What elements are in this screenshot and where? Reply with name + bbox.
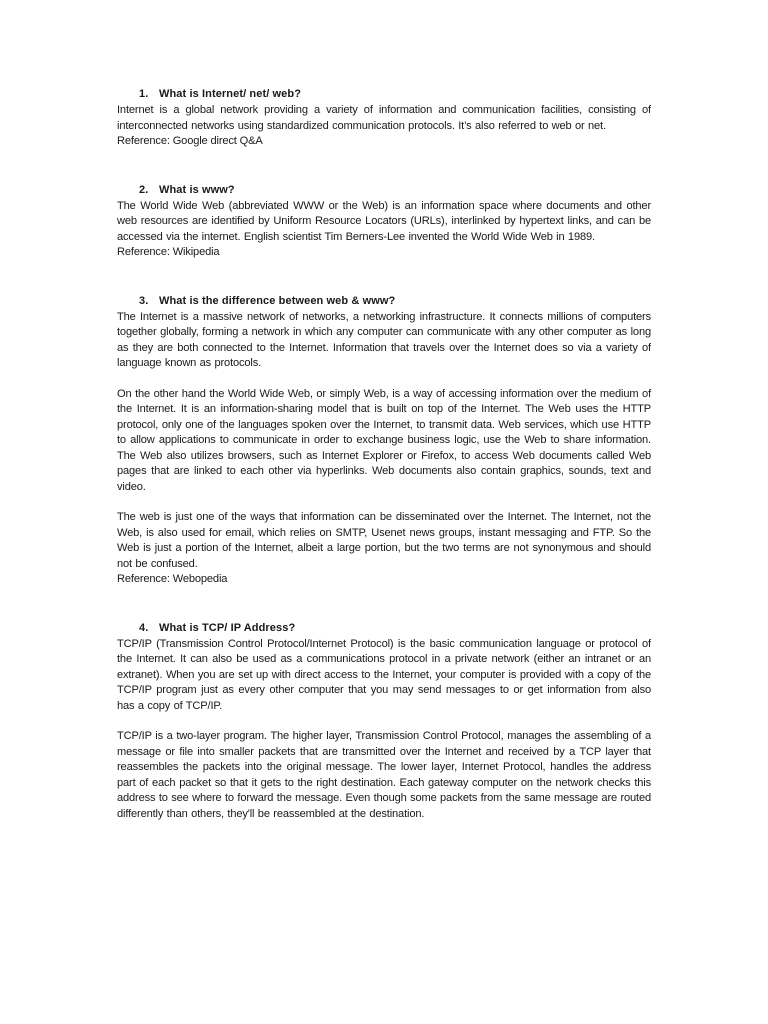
qa-section-1	[117, 86, 651, 150]
question-text: What is Internet/ net/ web?	[159, 88, 302, 100]
answer-paragraph: The Internet is a massive network of networks, a networking infrastructure. It connects millions of computers together globally, forming a network in which any computer can communicate with any other computer as long as they are both connected to the Internet. Information that travels over the Internet does so via a variety of language known as protocols.	[117, 310, 651, 369]
answer-paragraph: Internet is a global network providing a variety of information and communication facilities, consisting of interconnected networks using standardized communication protocols. It’s also referred to web or net.	[117, 104, 651, 132]
answer-paragraph: TCP/IP is a two-layer program. The higher layer, Transmission Control Protocol, manages the assembling of a message or file into smaller packets that are transmitted over the Internet and received by a TCP layer that reassembles the packets into the original message. The lower layer, Internet Protocol, handles the address part of each packet so that it gets to the right destination. Each gateway computer on the network checks this address to see where to forward the message. Even though some packets from the same message are routed differently than others, they'll be reassembled at the destination.	[117, 730, 651, 820]
answer-paragraph: The World Wide Web (abbreviated WWW or the Web) is an information space where documents and other web resources are identified by Uniform Resource Locators (URLs), interlinked by hypertext links, and can be accessed via the internet. English scientist Tim Berners-Lee invented the World Wide Web in 1989.	[117, 199, 651, 243]
qa-sections	[117, 86, 651, 854]
question-heading	[117, 182, 651, 198]
reference-line: Reference: Wikipedia	[117, 246, 220, 258]
question-number: 1.	[139, 88, 149, 100]
question-text: What is www?	[159, 183, 235, 196]
question-number: 2.	[139, 183, 149, 196]
question-text: What is TCP/ IP Address?	[159, 621, 296, 634]
answer-paragraph: On the other hand the World Wide Web, or simply Web, is a way of accessing information over the medium of the Internet. It is an information-sharing model that is built on top of the Internet. The Web uses the HTTP protocol, only one of the languages spoken over the Internet, to transmit data. Web services, which use HTTP to allow applications to communicate in order to exchange business logic, use the Web to share information. The Web also utilizes browsers, such as Internet Explorer or Firefox, to access Web documents called Web pages that are linked to each other via hyperlinks. Web documents also contain graphics, sounds, text and video.	[117, 387, 651, 493]
question-text: What is the difference between web & www?	[159, 294, 396, 307]
reference-line: Reference: Google direct Q&A	[117, 135, 263, 147]
qa-section-4	[117, 620, 651, 823]
question-heading	[117, 293, 651, 309]
question-heading	[117, 620, 651, 636]
answer-paragraph: TCP/IP (Transmission Control Protocol/Internet Protocol) is the basic communication language or protocol of the Internet. It can also be used as a communications protocol in a private network (either an intranet or an extranet). When you are set up with direct access to the Internet, your computer is provided with a copy of the TCP/IP program just as every other computer that you may send messages to or get information from also has a copy of TCP/IP.	[117, 637, 651, 712]
question-heading	[117, 86, 651, 102]
reference-line: Reference: Webopedia	[117, 573, 228, 585]
question-number: 3.	[139, 294, 149, 307]
qa-section-2	[117, 182, 651, 261]
qa-section-3	[117, 293, 651, 588]
answer-paragraph: The web is just one of the ways that information can be disseminated over the Internet. The Internet, not the Web, is also used for email, which relies on SMTP, Usenet news groups, instant messaging and FTP. So the Web is just a portion of the Internet, albeit a large portion, but the two terms are not synonymous and should not be confused.	[117, 511, 651, 570]
question-number: 4.	[139, 621, 149, 634]
